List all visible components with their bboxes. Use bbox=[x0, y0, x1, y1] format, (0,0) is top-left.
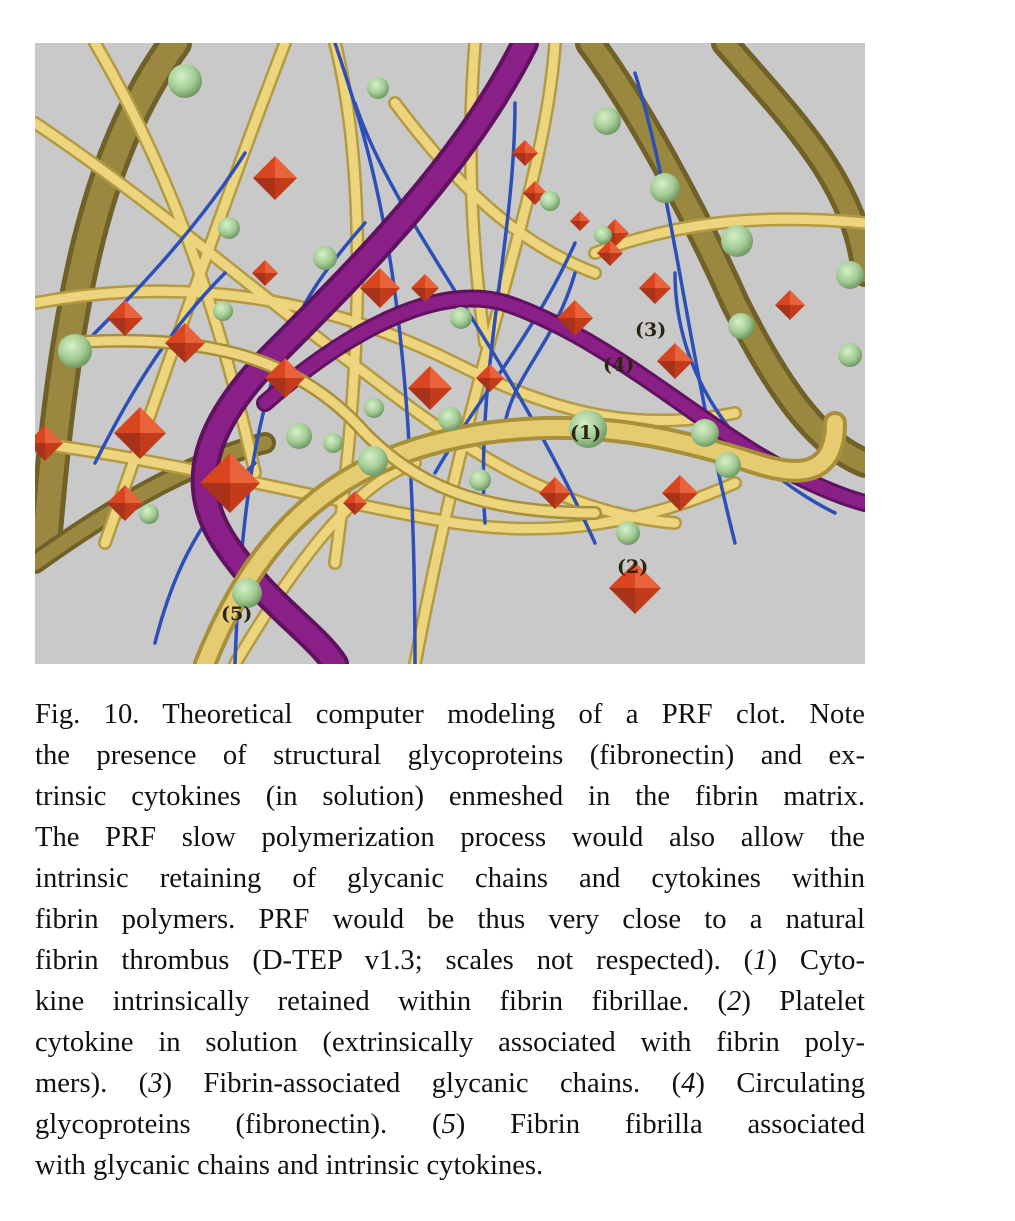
label-4: (4) bbox=[603, 354, 635, 376]
caption-line: fibrin polymers. PRF would be thus very close to a natural bbox=[35, 904, 865, 935]
label-3: (3) bbox=[635, 319, 667, 341]
intrinsic-cytokine-sphere bbox=[313, 246, 337, 270]
caption-line: glycoproteins (fibronectin). (5) Fibrin fibrilla associated bbox=[35, 1109, 865, 1140]
caption-line: trinsic cytokines (in solution) enmeshed in the fibrin matrix. bbox=[35, 781, 865, 812]
intrinsic-cytokine-sphere bbox=[139, 504, 159, 524]
intrinsic-cytokine-sphere bbox=[364, 398, 384, 418]
intrinsic-cytokine-sphere bbox=[593, 107, 621, 135]
platelet-cytokine bbox=[639, 272, 671, 304]
intrinsic-cytokine-sphere bbox=[836, 261, 864, 289]
label-5: (5) bbox=[221, 603, 253, 625]
caption-line: fibrin thrombus (D-TEP v1.3; scales not respected). (1) Cyto- bbox=[35, 945, 865, 976]
caption-line: the presence of structural glycoproteins (fibronectin) and ex- bbox=[35, 740, 865, 771]
intrinsic-cytokine-sphere bbox=[838, 343, 862, 367]
intrinsic-cytokine-sphere bbox=[323, 433, 343, 453]
intrinsic-cytokine-sphere bbox=[438, 407, 462, 431]
caption-line: mers). (3) Fibrin-associated glycanic chains. (4) Circulating bbox=[35, 1068, 865, 1099]
label-1: (1) bbox=[570, 422, 602, 444]
intrinsic-cytokine-sphere bbox=[213, 301, 233, 321]
prf-clot-illustration bbox=[35, 43, 865, 664]
prf-clot-model-figure bbox=[35, 43, 865, 664]
caption-line: kine intrinsically retained within fibrin fibrillae. (2) Platelet bbox=[35, 986, 865, 1017]
intrinsic-cytokine-sphere bbox=[218, 217, 240, 239]
intrinsic-cytokine-sphere bbox=[594, 226, 612, 244]
intrinsic-cytokine-sphere bbox=[616, 521, 640, 545]
intrinsic-cytokine-sphere bbox=[540, 191, 560, 211]
intrinsic-cytokine-sphere bbox=[58, 334, 92, 368]
intrinsic-cytokine-sphere bbox=[650, 173, 680, 203]
label-2: (2) bbox=[617, 556, 649, 578]
intrinsic-cytokine-sphere bbox=[721, 225, 753, 257]
intrinsic-cytokine-sphere bbox=[728, 313, 754, 339]
intrinsic-cytokine-sphere bbox=[286, 423, 312, 449]
caption-line: The PRF slow polymerization process would also allow the bbox=[35, 822, 865, 853]
platelet-cytokine bbox=[107, 300, 143, 336]
intrinsic-cytokine-sphere bbox=[715, 452, 741, 478]
intrinsic-cytokine-sphere bbox=[367, 77, 389, 99]
caption-line: intrinsic retaining of glycanic chains and cytokines within bbox=[35, 863, 865, 894]
caption-line: with glycanic chains and intrinsic cytokines. bbox=[35, 1150, 544, 1181]
caption-line: Fig. 10. Theoretical computer modeling of a PRF clot. Note bbox=[35, 699, 865, 730]
intrinsic-cytokine-sphere bbox=[358, 446, 388, 476]
intrinsic-cytokine-sphere bbox=[691, 419, 719, 447]
platelet-cytokine bbox=[570, 211, 590, 231]
platelet-cytokine bbox=[775, 290, 805, 320]
platelet-cytokine bbox=[253, 156, 297, 200]
intrinsic-cytokine-sphere bbox=[168, 64, 202, 98]
intrinsic-cytokine-sphere bbox=[450, 307, 472, 329]
figure-caption bbox=[35, 694, 865, 1186]
intrinsic-cytokine-sphere bbox=[469, 469, 491, 491]
caption-line: cytokine in solution (extrinsically associated with fibrin poly- bbox=[35, 1027, 865, 1058]
